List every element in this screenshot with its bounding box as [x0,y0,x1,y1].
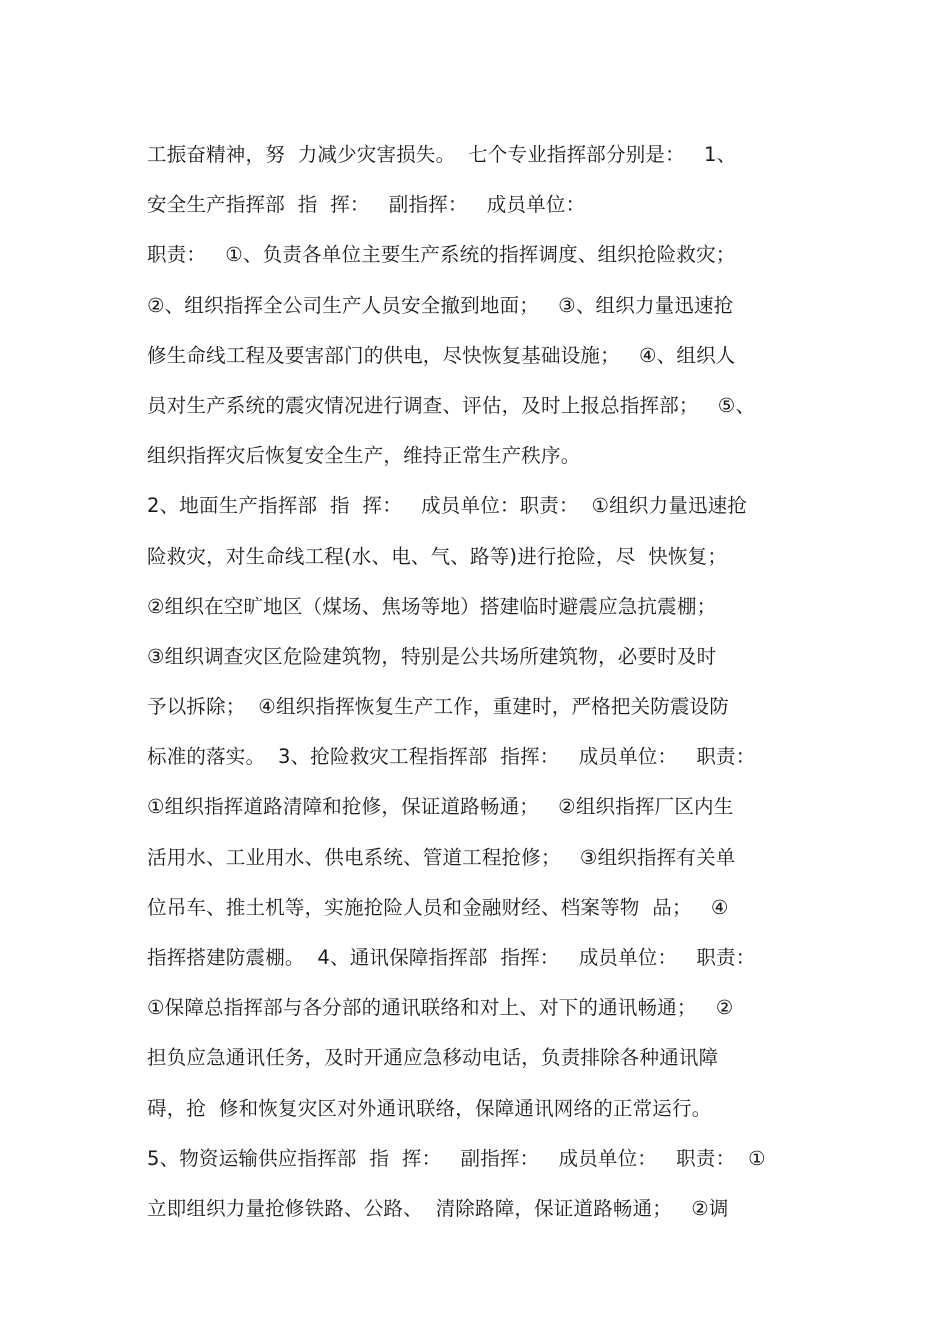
text-line: 员对生产系统的震灾情况进行调查、评估，及时上报总指挥部； ⑤、 [147,393,756,417]
text-line: ①保障总指挥部与各分部的通讯联络和对上、对下的通讯畅通； ② [147,996,734,1020]
text-line: 工振奋精神，努 力减少灾害损失。 七个专业指挥部分别是： 1、 [147,143,737,166]
text-line: 予以拆除； ④组织指挥恢复生产工作，重建时，严格把关防震设防 [147,695,730,719]
text-line: 组织指挥灾后恢复安全生产，维持正常生产秩序。 [147,444,581,468]
text-line: 标准的落实。 3、抢险救灾工程指挥部 指挥： 成员单位： 职责： [147,745,756,769]
text-line: 指挥搭建防震棚。 4、通讯保障指挥部 指挥： 成员单位： 职责： [147,946,756,969]
text-line: 职责： ①、负责各单位主要生产系统的指挥调度、组织抢险救灾； [147,243,736,267]
text-line: 位吊车、推土机等，实施抢险人员和金融财经、档案等物 品； ④ [147,895,729,919]
text-line: 安全生产指挥部 指 挥： 副指挥： 成员单位： [147,193,586,217]
text-line: 立即组织力量抢修铁路、公路、 清除路障，保证道路畅通； ②调 [147,1196,729,1220]
document-body [147,130,827,1234]
text-line: 修生命线工程及要害部门的供电，尽快恢复基础设施； ④、组织人 [147,343,736,367]
text-line: 担负应急通讯任务，及时开通应急移动电话，负责排除各种通讯障 [147,1046,719,1070]
text-line: ③组织调查灾区危险建筑物，特别是公共场所建筑物，必要时及时 [147,644,717,668]
text-line: 活用水、工业用水、供电系统、管道工程抢修； ③组织指挥有关单 [147,845,736,869]
text-line: ②组织在空旷地区（煤场、焦场等地）搭建临时避震应急抗震棚； [147,594,717,618]
text-line: 2、地面生产指挥部 指 挥： 成员单位：职责： ①组织力量迅速抢 [147,494,748,518]
text-line: ②、组织指挥全公司生产人员安全撤到地面； ③、组织力量迅速抢 [147,293,734,317]
text-line: 险救灾，对生命线工程(水、电、气、路等)进行抢险，尽 快恢复； [147,544,728,568]
text-line: 5、物资运输供应指挥部 指 挥： 副指挥： 成员单位： 职责： ① [147,1146,766,1170]
text-line: ①组织指挥道路清障和抢修，保证道路畅通； ②组织指挥厂区内生 [147,795,734,819]
text-line: 碍，抢 修和恢复灾区对外通讯联络，保障通讯网络的正常运行。 [147,1096,712,1120]
